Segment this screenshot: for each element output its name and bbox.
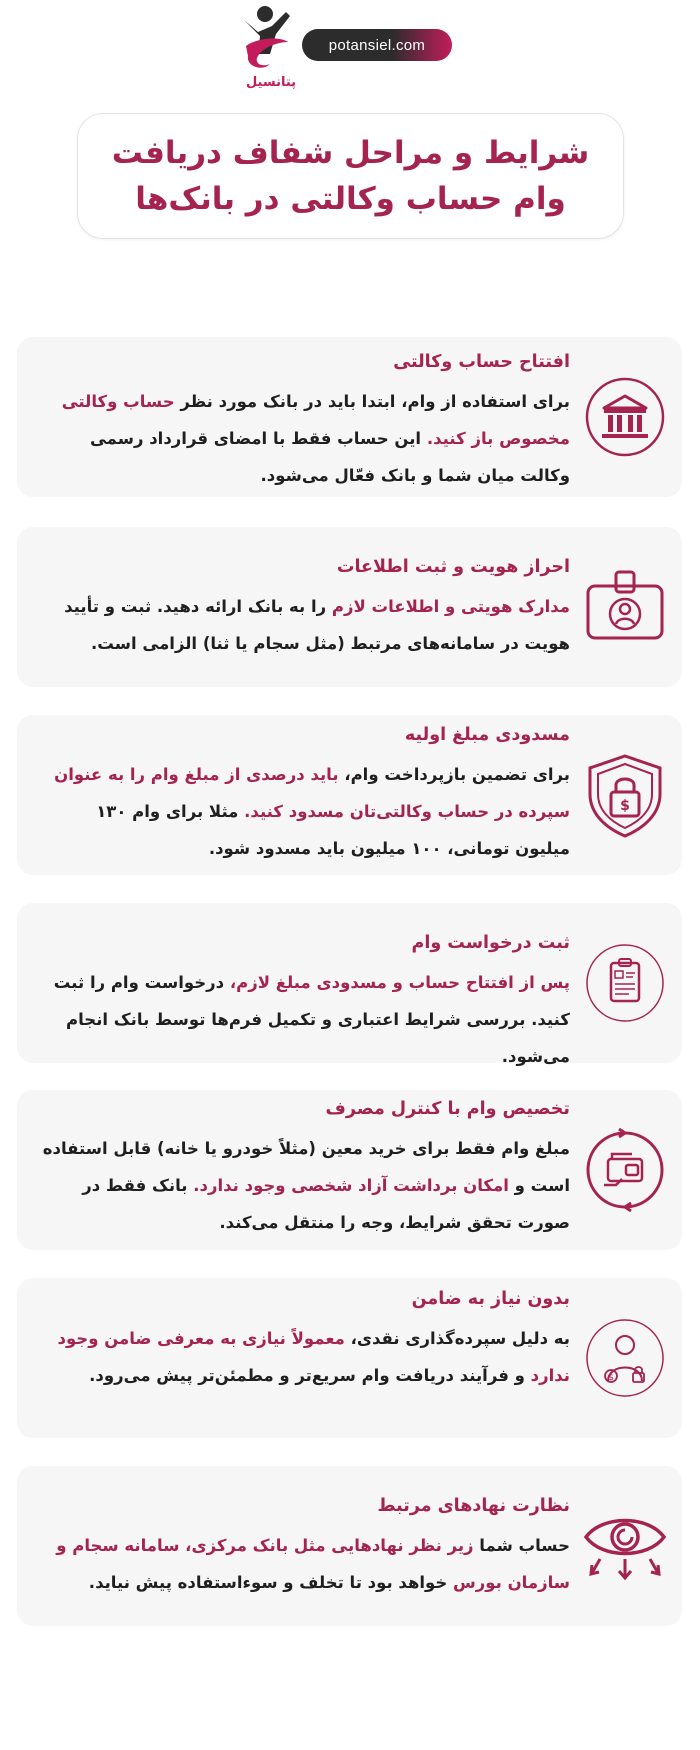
step-title: احراز هویت و ثبت اطلاعات [336, 557, 570, 577]
id-card-icon [582, 564, 668, 650]
shield-lock-icon [582, 752, 668, 838]
step-title: تخصیص وام با کنترل مصرف [325, 1099, 570, 1119]
step-text: مبلغ وام فقط برای خرید معین (مثلاً خودرو یا خانه) قابل استفاده است و امکان برداشت آزاد شخصی وجود ندارد. بانک فقط در صورت تحقق شرایط، وجه را منتقل می‌کند. [42, 1139, 570, 1232]
svg-text:$: $ [608, 1373, 614, 1383]
step-title: ثبت درخواست وام [411, 933, 570, 953]
page-title [77, 113, 624, 239]
step-card-oversight [17, 1466, 682, 1626]
site-url-badge[interactable]: potansiel.com [302, 29, 452, 61]
step-text: برای استفاده از وام، ابتدا باید در بانک مورد نظر حساب وکالتی مخصوص باز کنید. این حساب فقط با امضای قرارداد رسمی وکالت میان شما و بانک فعّال می‌شود. [61, 392, 570, 485]
step-card-identity [17, 527, 682, 687]
money-control-icon [582, 1127, 668, 1213]
step-title: بدون نیاز به ضامن [411, 1289, 570, 1309]
eye-oversight-icon [582, 1503, 668, 1589]
step-title: نظارت نهادهای مرتبط [377, 1496, 570, 1516]
logo-text: پتانسیل [245, 75, 297, 90]
step-text: مدارک هویتی و اطلاعات لازم را به بانک ارائه دهید. ثبت و تأیید هویت در سامانه‌های مرتبط (مثل سجام یا ثنا) الزامی است. [64, 597, 570, 653]
step-card-loan-request [17, 903, 682, 1066]
bank-icon [582, 374, 668, 460]
step-text: برای تضمین بازپرداخت وام، باید درصدی از مبلغ وام را به عنوان سپرده در حساب وکالتی‌تان مسدود کنید. مثلا برای وام ۱۳۰ میلیون تومانی، ۱۰۰ میلیون باید مسدود شود. [54, 765, 570, 858]
title-line-1: شرایط و مراحل شفاف دریافت [111, 135, 590, 171]
step-text: حساب شما زیر نظر نهادهایی مثل بانک مرکزی، سامانه سجام و سازمان بورس خواهد بود تا تخلف و سوءاستفاده پیش نیاید. [56, 1536, 570, 1592]
step-card-open-account [17, 337, 682, 497]
svg-text:$: $ [620, 798, 630, 814]
step-title: افتتاح حساب وکالتی [393, 352, 570, 372]
header [0, 0, 700, 95]
guarantor-icon [582, 1315, 668, 1401]
step-text: پس از افتتاح حساب و مسدودی مبلغ لازم، درخواست وام را ثبت کنید. بررسی شرایط اعتباری و تکمیل فرم‌ها توسط بانک انجام می‌شود. [53, 973, 570, 1066]
step-title: مسدودی مبلغ اولیه [404, 725, 570, 745]
step-card-no-guarantor [17, 1278, 682, 1438]
step-card-deposit-block [17, 715, 682, 875]
step-card-controlled-allocation [17, 1090, 682, 1250]
clipboard-form-icon [582, 940, 668, 1026]
potansiel-logo[interactable] [236, 2, 306, 92]
title-line-2: وام حساب وکالتی در بانک‌ها [135, 181, 566, 217]
step-text: به دلیل سپرده‌گذاری نقدی، معمولاً نیازی به معرفی ضامن وجود ندارد و فرآیند دریافت وام سریع‌تر و مطمئن‌تر پیش می‌رود. [57, 1329, 570, 1385]
